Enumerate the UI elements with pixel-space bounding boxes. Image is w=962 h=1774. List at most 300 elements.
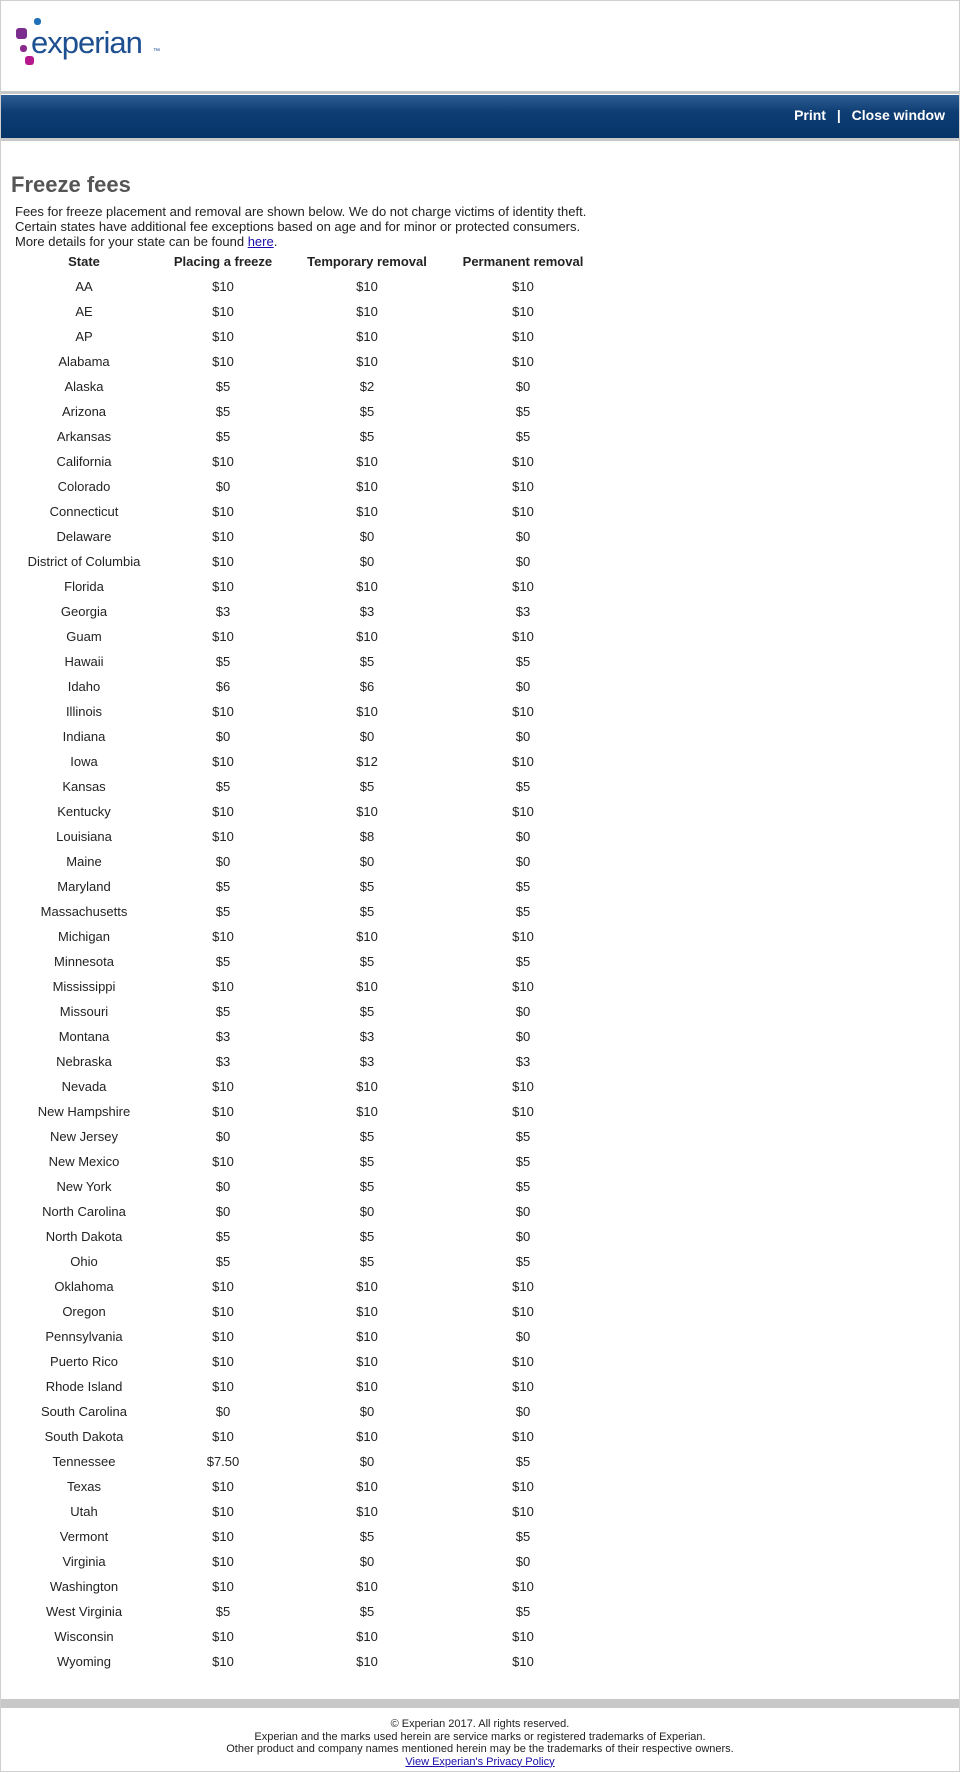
cell-temporary-removal: $10 xyxy=(356,629,378,644)
cell-state: Missouri xyxy=(59,1004,109,1019)
cell-temporary-removal: $12 xyxy=(356,754,378,769)
cell-state: Arizona xyxy=(61,404,107,419)
cell-placing-freeze: $3 xyxy=(215,1054,231,1069)
cell-placing-freeze: $7.50 xyxy=(206,1454,240,1469)
table-row xyxy=(14,729,604,754)
cell-permanent-removal: $10 xyxy=(512,1504,534,1519)
here-link[interactable]: here xyxy=(247,234,274,249)
cell-temporary-removal: $5 xyxy=(359,429,375,444)
cell-temporary-removal: $5 xyxy=(359,954,375,969)
cell-state: Louisiana xyxy=(56,829,112,844)
cell-permanent-removal: $5 xyxy=(515,779,531,794)
cell-placing-freeze: $0 xyxy=(215,479,231,494)
cell-temporary-removal: $10 xyxy=(356,1279,378,1294)
table-row xyxy=(14,604,604,629)
privacy-policy-link[interactable]: View Experian's Privacy Policy xyxy=(405,1755,555,1768)
cell-state: Alabama xyxy=(58,354,110,369)
cell-permanent-removal: $10 xyxy=(512,629,534,644)
cell-temporary-removal: $0 xyxy=(359,1454,375,1469)
cell-placing-freeze: $10 xyxy=(212,1154,234,1169)
cell-state: Texas xyxy=(67,1479,101,1494)
cell-placing-freeze: $0 xyxy=(215,1179,231,1194)
table-row xyxy=(14,1454,604,1479)
cell-permanent-removal: $3 xyxy=(515,604,531,619)
cell-placing-freeze: $10 xyxy=(212,1379,234,1394)
cell-placing-freeze: $10 xyxy=(212,504,234,519)
cell-permanent-removal: $5 xyxy=(515,904,531,919)
cell-state: Nebraska xyxy=(56,1054,112,1069)
cell-temporary-removal: $10 xyxy=(356,979,378,994)
cell-state: Guam xyxy=(66,629,102,644)
cell-temporary-removal: $5 xyxy=(359,1529,375,1544)
cell-placing-freeze: $10 xyxy=(212,1354,234,1369)
cell-temporary-removal: $5 xyxy=(359,779,375,794)
cell-permanent-removal: $10 xyxy=(512,329,534,344)
cell-state: Pennsylvania xyxy=(45,1329,123,1344)
cell-state: Florida xyxy=(64,579,104,594)
cell-placing-freeze: $10 xyxy=(212,829,234,844)
cell-placing-freeze: $10 xyxy=(212,754,234,769)
cell-state: Alaska xyxy=(64,379,104,394)
freeze-fees-table xyxy=(14,254,604,1679)
cell-placing-freeze: $0 xyxy=(215,729,231,744)
table-row xyxy=(14,929,604,954)
experian-logo xyxy=(16,18,176,70)
cell-state: Indiana xyxy=(62,729,106,744)
cell-permanent-removal: $5 xyxy=(515,1529,531,1544)
table-row xyxy=(14,1629,604,1654)
cell-placing-freeze: $0 xyxy=(215,1204,231,1219)
cell-permanent-removal: $10 xyxy=(512,1379,534,1394)
cell-permanent-removal: $5 xyxy=(515,1179,531,1194)
cell-permanent-removal: $10 xyxy=(512,479,534,494)
table-row xyxy=(14,1429,604,1454)
cell-temporary-removal: $8 xyxy=(359,829,375,844)
table-row xyxy=(14,1104,604,1129)
table-row xyxy=(14,804,604,829)
cell-temporary-removal: $3 xyxy=(359,604,375,619)
table-row xyxy=(14,1604,604,1629)
table-row xyxy=(14,1254,604,1279)
cell-permanent-removal: $5 xyxy=(515,1604,531,1619)
cell-state: Delaware xyxy=(56,529,112,544)
cell-temporary-removal: $5 xyxy=(359,879,375,894)
cell-state: Utah xyxy=(70,1504,98,1519)
cell-permanent-removal: $0 xyxy=(515,679,531,694)
table-row xyxy=(14,954,604,979)
logo-dot-blue xyxy=(34,18,41,25)
table-row xyxy=(14,1179,604,1204)
cell-permanent-removal: $10 xyxy=(512,1629,534,1644)
cell-state: AA xyxy=(75,279,93,294)
intro-line-2: Certain states have additional fee exceptions based on age and for minor or protected consumers. xyxy=(15,219,581,234)
cell-placing-freeze: $5 xyxy=(215,904,231,919)
logo-dot-plum xyxy=(20,45,27,52)
cell-placing-freeze: $3 xyxy=(215,604,231,619)
cell-placing-freeze: $10 xyxy=(212,929,234,944)
cell-permanent-removal: $10 xyxy=(512,304,534,319)
cell-placing-freeze: $10 xyxy=(212,329,234,344)
cell-permanent-removal: $0 xyxy=(515,1329,531,1344)
table-row xyxy=(14,1554,604,1579)
table-row xyxy=(14,704,604,729)
cell-permanent-removal: $10 xyxy=(512,579,534,594)
table-row xyxy=(14,404,604,429)
cell-temporary-removal: $10 xyxy=(356,279,378,294)
table-row xyxy=(14,629,604,654)
cell-temporary-removal: $10 xyxy=(356,1629,378,1644)
cell-state: Colorado xyxy=(57,479,111,494)
cell-placing-freeze: $3 xyxy=(215,1029,231,1044)
table-row xyxy=(14,1354,604,1379)
cell-state: West Virginia xyxy=(45,1604,123,1619)
table-row xyxy=(14,1654,604,1679)
cell-placing-freeze: $10 xyxy=(212,354,234,369)
cell-placing-freeze: $6 xyxy=(215,679,231,694)
cell-state: Arkansas xyxy=(56,429,112,444)
cell-state: Minnesota xyxy=(54,954,114,969)
table-row xyxy=(14,579,604,604)
cell-permanent-removal: $0 xyxy=(515,379,531,394)
cell-temporary-removal: $10 xyxy=(356,704,378,719)
cell-temporary-removal: $0 xyxy=(359,854,375,869)
cell-permanent-removal: $0 xyxy=(515,1554,531,1569)
cell-permanent-removal: $10 xyxy=(512,1079,534,1094)
cell-permanent-removal: $10 xyxy=(512,704,534,719)
table-row xyxy=(14,654,604,679)
table-row xyxy=(14,1004,604,1029)
header-divider xyxy=(1,91,959,94)
cell-temporary-removal: $5 xyxy=(359,404,375,419)
intro-line-3-text: More details for your state can be found xyxy=(15,234,248,249)
footer xyxy=(0,1718,960,1768)
cell-placing-freeze: $10 xyxy=(212,1079,234,1094)
cell-temporary-removal: $10 xyxy=(356,1579,378,1594)
print-link[interactable]: Print xyxy=(794,107,826,123)
header-state: State xyxy=(68,254,100,269)
logo-wordmark: experian xyxy=(31,25,142,60)
cell-state: Iowa xyxy=(70,754,98,769)
cell-temporary-removal: $10 xyxy=(356,354,378,369)
cell-temporary-removal: $0 xyxy=(359,1204,375,1219)
intro-line-3 xyxy=(15,234,586,249)
table-row xyxy=(14,529,604,554)
cell-placing-freeze: $10 xyxy=(212,1504,234,1519)
cell-permanent-removal: $10 xyxy=(512,754,534,769)
cell-temporary-removal: $0 xyxy=(359,1404,375,1419)
table-row xyxy=(14,1304,604,1329)
cell-temporary-removal: $0 xyxy=(359,1554,375,1569)
cell-placing-freeze: $10 xyxy=(212,454,234,469)
cell-state: Hawaii xyxy=(64,654,104,669)
cell-permanent-removal: $5 xyxy=(515,954,531,969)
cell-placing-freeze: $10 xyxy=(212,554,234,569)
cell-state: New Hampshire xyxy=(37,1104,131,1119)
table-row xyxy=(14,354,604,379)
cell-temporary-removal: $10 xyxy=(356,1479,378,1494)
cell-permanent-removal: $10 xyxy=(512,1104,534,1119)
cell-temporary-removal: $10 xyxy=(356,504,378,519)
cell-state: South Carolina xyxy=(41,1404,127,1419)
intro-line-3-end: . xyxy=(273,234,278,249)
footer-divider xyxy=(1,1699,959,1708)
table-row xyxy=(14,1579,604,1604)
cell-permanent-removal: $5 xyxy=(515,879,531,894)
cell-temporary-removal: $10 xyxy=(356,579,378,594)
cell-permanent-removal: $0 xyxy=(515,1404,531,1419)
cell-state: Washington xyxy=(49,1579,119,1594)
cell-permanent-removal: $0 xyxy=(515,1229,531,1244)
cell-state: Mississippi xyxy=(52,979,116,994)
cell-permanent-removal: $5 xyxy=(515,429,531,444)
cell-placing-freeze: $10 xyxy=(212,1329,234,1344)
table-row xyxy=(14,279,604,304)
cell-placing-freeze: $10 xyxy=(212,1579,234,1594)
cell-state: South Dakota xyxy=(44,1429,124,1444)
cell-temporary-removal: $10 xyxy=(356,304,378,319)
cell-temporary-removal: $5 xyxy=(359,1154,375,1169)
cell-placing-freeze: $5 xyxy=(215,379,231,394)
table-row xyxy=(14,829,604,854)
cell-placing-freeze: $10 xyxy=(212,579,234,594)
cell-temporary-removal: $10 xyxy=(356,1504,378,1519)
close-window-link[interactable]: Close window xyxy=(851,107,945,123)
table-row xyxy=(14,1479,604,1504)
cell-placing-freeze: $0 xyxy=(215,1404,231,1419)
intro-text xyxy=(15,204,586,249)
cell-permanent-removal: $5 xyxy=(515,404,531,419)
cell-permanent-removal: $0 xyxy=(515,1204,531,1219)
cell-temporary-removal: $5 xyxy=(359,1004,375,1019)
table-row xyxy=(14,1379,604,1404)
table-row xyxy=(14,679,604,704)
table-row xyxy=(14,1054,604,1079)
table-row xyxy=(14,879,604,904)
cell-permanent-removal: $10 xyxy=(512,1429,534,1444)
cell-permanent-removal: $3 xyxy=(515,1054,531,1069)
cell-state: Maryland xyxy=(57,879,111,894)
cell-state: New Jersey xyxy=(50,1129,118,1144)
cell-placing-freeze: $10 xyxy=(212,1279,234,1294)
cell-placing-freeze: $5 xyxy=(215,1004,231,1019)
cell-permanent-removal: $0 xyxy=(515,1029,531,1044)
cell-permanent-removal: $10 xyxy=(512,929,534,944)
cell-permanent-removal: $10 xyxy=(512,454,534,469)
cell-state: Tennessee xyxy=(52,1454,116,1469)
cell-permanent-removal: $10 xyxy=(512,1579,534,1594)
table-row xyxy=(14,304,604,329)
logo-dot-purple xyxy=(16,28,27,39)
cell-state: AP xyxy=(75,329,93,344)
cell-permanent-removal: $0 xyxy=(515,854,531,869)
cell-permanent-removal: $10 xyxy=(512,1304,534,1319)
cell-temporary-removal: $0 xyxy=(359,729,375,744)
cell-state: Illinois xyxy=(65,704,103,719)
cell-placing-freeze: $10 xyxy=(212,1529,234,1544)
cell-placing-freeze: $10 xyxy=(212,529,234,544)
cell-permanent-removal: $10 xyxy=(512,804,534,819)
cell-state: Vermont xyxy=(59,1529,109,1544)
table-row xyxy=(14,1229,604,1254)
cell-placing-freeze: $0 xyxy=(215,854,231,869)
cell-temporary-removal: $5 xyxy=(359,1604,375,1619)
table-row xyxy=(14,479,604,504)
footer-trademark-notice: Experian and the marks used herein are service marks or registered trademarks of Experian. xyxy=(254,1730,706,1743)
cell-placing-freeze: $10 xyxy=(212,1629,234,1644)
table-row xyxy=(14,1204,604,1229)
cell-temporary-removal: $10 xyxy=(356,1329,378,1344)
cell-temporary-removal: $5 xyxy=(359,1179,375,1194)
cell-state: Kentucky xyxy=(57,804,111,819)
cell-placing-freeze: $5 xyxy=(215,879,231,894)
cell-temporary-removal: $5 xyxy=(359,1254,375,1269)
table-row xyxy=(14,1404,604,1429)
table-row xyxy=(14,1529,604,1554)
table-header-row xyxy=(14,254,604,279)
cell-permanent-removal: $5 xyxy=(515,1154,531,1169)
cell-temporary-removal: $10 xyxy=(356,329,378,344)
cell-temporary-removal: $10 xyxy=(356,1379,378,1394)
table-row xyxy=(14,454,604,479)
cell-state: District of Columbia xyxy=(27,554,141,569)
cell-state: Nevada xyxy=(61,1079,107,1094)
cell-placing-freeze: $10 xyxy=(212,1479,234,1494)
cell-state: Massachusetts xyxy=(40,904,128,919)
cell-temporary-removal: $10 xyxy=(356,479,378,494)
cell-state: North Carolina xyxy=(42,1204,126,1219)
cell-state: New Mexico xyxy=(48,1154,120,1169)
cell-placing-freeze: $5 xyxy=(215,1254,231,1269)
cell-state: Michigan xyxy=(57,929,111,944)
cell-permanent-removal: $0 xyxy=(515,729,531,744)
cell-temporary-removal: $10 xyxy=(356,1354,378,1369)
nav-links xyxy=(794,107,945,123)
cell-placing-freeze: $5 xyxy=(215,954,231,969)
cell-placing-freeze: $5 xyxy=(215,779,231,794)
cell-state: Wisconsin xyxy=(54,1629,114,1644)
cell-state: Georgia xyxy=(60,604,108,619)
cell-placing-freeze: $10 xyxy=(212,804,234,819)
cell-temporary-removal: $10 xyxy=(356,1654,378,1669)
cell-placing-freeze: $10 xyxy=(212,279,234,294)
cell-state: Connecticut xyxy=(49,504,119,519)
cell-state: New York xyxy=(56,1179,112,1194)
cell-placing-freeze: $5 xyxy=(215,1604,231,1619)
cell-temporary-removal: $5 xyxy=(359,904,375,919)
cell-temporary-removal: $0 xyxy=(359,529,375,544)
cell-state: Ohio xyxy=(70,1254,98,1269)
cell-permanent-removal: $10 xyxy=(512,504,534,519)
cell-state: North Dakota xyxy=(45,1229,123,1244)
cell-permanent-removal: $5 xyxy=(515,1129,531,1144)
cell-permanent-removal: $10 xyxy=(512,979,534,994)
table-row xyxy=(14,504,604,529)
table-row xyxy=(14,1029,604,1054)
cell-temporary-removal: $3 xyxy=(359,1029,375,1044)
table-row xyxy=(14,854,604,879)
cell-temporary-removal: $10 xyxy=(356,1304,378,1319)
table-row xyxy=(14,1504,604,1529)
cell-temporary-removal: $10 xyxy=(356,1429,378,1444)
cell-permanent-removal: $0 xyxy=(515,529,531,544)
cell-placing-freeze: $0 xyxy=(215,1129,231,1144)
table-row xyxy=(14,1329,604,1354)
header-temporary-removal: Temporary removal xyxy=(307,254,427,269)
cell-placing-freeze: $10 xyxy=(212,704,234,719)
table-body xyxy=(14,279,604,1679)
table-row xyxy=(14,979,604,1004)
table-row xyxy=(14,754,604,779)
cell-placing-freeze: $5 xyxy=(215,654,231,669)
cell-permanent-removal: $10 xyxy=(512,1279,534,1294)
cell-permanent-removal: $0 xyxy=(515,554,531,569)
cell-temporary-removal: $10 xyxy=(356,804,378,819)
nav-separator: | xyxy=(836,107,841,123)
footer-other-trademarks: Other product and company names mentioned herein may be the trademarks of their respective owners. xyxy=(226,1743,734,1755)
cell-placing-freeze: $5 xyxy=(215,429,231,444)
cell-state: Wyoming xyxy=(56,1654,112,1669)
cell-temporary-removal: $5 xyxy=(359,1129,375,1144)
table-row xyxy=(14,1154,604,1179)
cell-placing-freeze: $10 xyxy=(212,1304,234,1319)
cell-placing-freeze: $10 xyxy=(212,1429,234,1444)
cell-temporary-removal: $6 xyxy=(359,679,375,694)
cell-temporary-removal: $10 xyxy=(356,1104,378,1119)
cell-temporary-removal: $10 xyxy=(356,1079,378,1094)
cell-permanent-removal: $10 xyxy=(512,354,534,369)
cell-temporary-removal: $0 xyxy=(359,554,375,569)
cell-permanent-removal: $5 xyxy=(515,1454,531,1469)
cell-state: Montana xyxy=(58,1029,110,1044)
cell-placing-freeze: $10 xyxy=(212,1554,234,1569)
cell-state: Maine xyxy=(66,854,102,869)
table-row xyxy=(14,1279,604,1304)
cell-placing-freeze: $10 xyxy=(212,979,234,994)
cell-state: AE xyxy=(75,304,93,319)
page-title: Freeze fees xyxy=(11,172,131,197)
cell-state: Oklahoma xyxy=(54,1279,114,1294)
cell-placing-freeze: $5 xyxy=(215,404,231,419)
logo-trademark: ™ xyxy=(153,48,160,55)
cell-temporary-removal: $5 xyxy=(359,654,375,669)
table-row xyxy=(14,779,604,804)
cell-placing-freeze: $10 xyxy=(212,304,234,319)
table-row xyxy=(14,554,604,579)
cell-temporary-removal: $5 xyxy=(359,1229,375,1244)
cell-placing-freeze: $10 xyxy=(212,1654,234,1669)
cell-temporary-removal: $10 xyxy=(356,454,378,469)
cell-state: Virginia xyxy=(62,1554,106,1569)
cell-state: California xyxy=(56,454,112,469)
cell-permanent-removal: $0 xyxy=(515,829,531,844)
cell-temporary-removal: $10 xyxy=(356,929,378,944)
cell-permanent-removal: $10 xyxy=(512,1354,534,1369)
table-row xyxy=(14,904,604,929)
nav-bar xyxy=(1,95,959,141)
header-permanent-removal: Permanent removal xyxy=(462,254,584,269)
header-placing-freeze: Placing a freeze xyxy=(173,254,273,269)
cell-placing-freeze: $5 xyxy=(215,1229,231,1244)
cell-state: Idaho xyxy=(67,679,101,694)
cell-state: Oregon xyxy=(62,1304,106,1319)
table-row xyxy=(14,1129,604,1154)
cell-state: Kansas xyxy=(62,779,106,794)
intro-line-1: Fees for freeze placement and removal are shown below. We do not charge victims of identity theft. xyxy=(15,204,587,219)
cell-permanent-removal: $10 xyxy=(512,279,534,294)
table-row xyxy=(14,329,604,354)
cell-permanent-removal: $10 xyxy=(512,1654,534,1669)
footer-copyright: © Experian 2017. All rights reserved. xyxy=(390,1718,570,1730)
